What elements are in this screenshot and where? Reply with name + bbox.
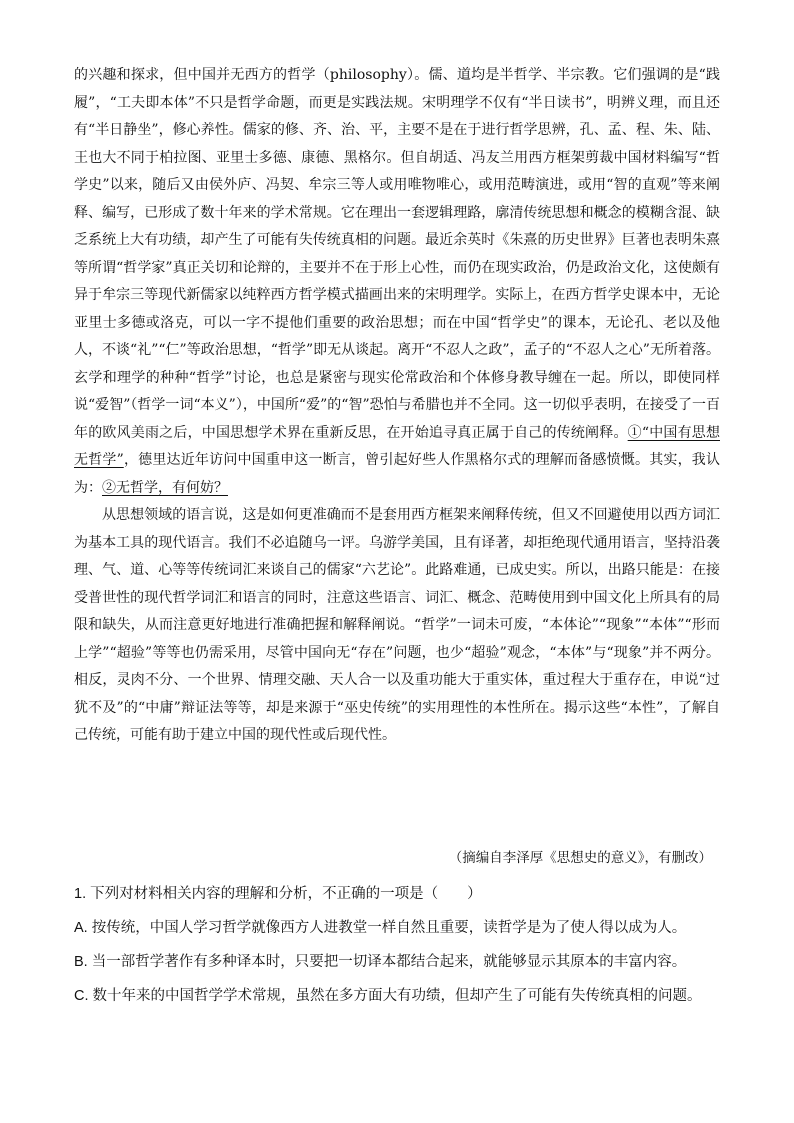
reading-passage [74,62,720,750]
underlined-quote-2: ②无哲学，有何妨？ [102,479,228,496]
paragraph-text: 的兴趣和探求，但中国并无西方的哲学（philosophy）。儒、道均是半哲学、半宗教。它们强调的是“践履”，“工夫即本体”不只是哲学命题，而更是实践法规。宋明理学不仅有“半日读书”，明辨义理，而且还有“半日静坐”，修心养性。儒家的修、齐、治、平，主要不是在于进行哲学思辨，孔、孟、程、朱、陆、王也大不同于柏拉图、亚里士多德、康德、黑格尔。但自胡适、冯友兰用西方框架剪裁中国材料编写“哲学史”以来，随后又由侯外庐、冯契、牟宗三等人或用唯物唯心，或用范畴演进，或用“智的直观”等来阐释、编写，已形成了数十年来的学术常规。它在理出一套逻辑理路，廓清传统思想和概念的模糊含混、缺乏系统上大有功绩，却产生了可能有失传统真相的问题。最近余英时《朱熹的历史世界》巨著也表明朱熹等所谓“哲学家”真正关切和论辩的，主要并不在于形上心性，而仍在现实政治，仍是政治文化，这使颇有异于牟宗三等现代新儒家以纯粹西方哲学模式描画出来的宋明理学。实际上，在西方哲学史课本中，无论亚里士多德或洛克，可以一字不提他们重要的政治思想；而在中国“哲学史”的课本，无论孔、老以及他人，不谈“礼”“仁”等政治思想，“哲学”即无从谈起。离开“不忍人之政”，孟子的“不忍人之心”无所着落。玄学和理学的种种“哲学”讨论，也总是紧密与现实伦常政治和个体修身教导缠在一起。所以，即使同样说“爱智”（哲学一词“本义”），中国所“爱”的“智”恐怕与希腊也并不全同。这一切似乎表明，在接受了一百年的欧风美雨之后，中国思想学术界在重新反思，在开始追寻真正属于自己的传统阐释。 [74,67,720,441]
option-b[interactable]: B. 当一部哲学著作有多种译本时，只要把一切译本都结合起来，就能够显示其原本的丰富内容。 [74,954,687,970]
option-c[interactable]: C. 数十年来的中国哲学学术常规，虽然在多方面大有功绩，但却产生了可能有失传统真相的问题。 [74,988,702,1004]
passage-paragraph-2: 从思想领域的语言说，这是如何更准确而不是套用西方框架来阐释传统，但又不回避使用以西方词汇为基本工具的现代语言。我们不必追随乌一评。乌游学美国，且有译著，却拒绝现代通用语言，坚持沿袭理、气、道、心等等传统词汇来谈自己的儒家“六艺论”。此路难通，已成史实。所以，出路只能是：在接受普世性的现代哲学词汇和语言的同时，注意这些语言、词汇、概念、范畴使用到中国文化上所具有的局限和缺失，从而注意更好地进行准确把握和解释阐说。“哲学”一词未可废，“本体论”“现象”“本体”“形而上学”“超验”等等也仍需采用，尽管中国向无“存在”问题，也少“超验”观念，“本体”与“现象”并不两分。相反，灵肉不分、一个世界、情理交融、天人合一以及重功能大于重实体，重过程大于重存在，申说“过犹不及”的“中庸”辩证法等等，却是来源于“巫史传统”的实用理性的本性所在。揭示这些“本性”，了解自己传统，可能有助于建立中国的现代性或后现代性。 [74,507,720,743]
source-citation: （摘编自李泽厚《思想史的意义》，有删改） [448,850,712,866]
underlined-quote-1: ①“中国有思想无哲学” [74,424,720,468]
question-stem: 1. 下列对材料相关内容的理解和分析，不正确的一项是（ ） [74,886,482,902]
question-block [74,884,724,1020]
option-a[interactable]: A. 按传统，中国人学习哲学就像西方人进教堂一样自然且重要，读哲学是为了使人得以成为人。 [74,920,687,936]
paragraph-text: ，德里达近年访问中国重申这一断言，曾引起好些人作黑格尔式的理解而备感愤慨。其实，我认为： [74,452,720,496]
passage-paragraph-1 [74,62,720,502]
